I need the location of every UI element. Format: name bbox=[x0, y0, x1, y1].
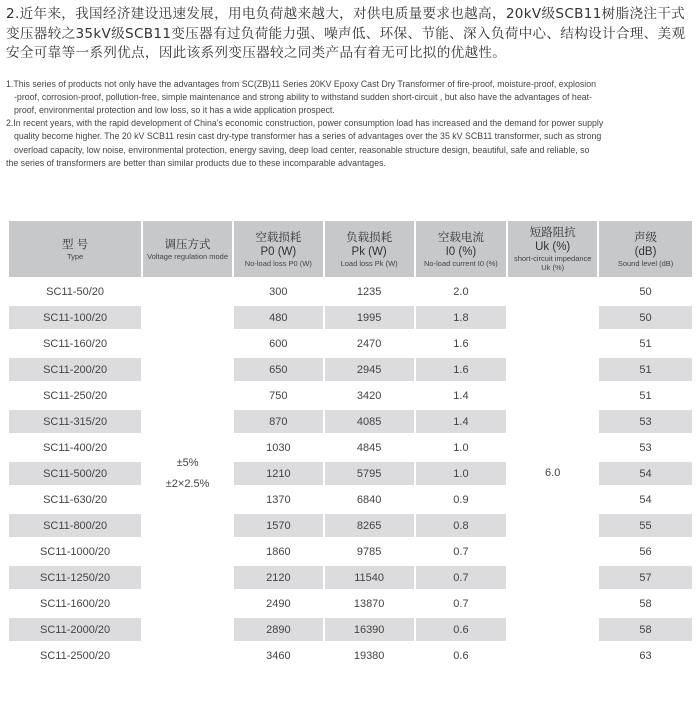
cell-type: SC11-1250/20 bbox=[9, 566, 141, 589]
note1-line1: 1.This series of products not only have the advantages from SC(ZB)11 Series 20KV Epoxy Cast Dry Transformer of fire-proof, moisture-proof, explosion bbox=[6, 78, 596, 89]
note2-line1: 2.In recent years, with the rapid development of China's economic construction, power consumption load has increased and the demand for power supply bbox=[6, 118, 604, 129]
note2-line4: the series of transformers are better than similar products due to these incomparable advantages. bbox=[6, 157, 386, 168]
cell-load-loss: 2945 bbox=[325, 358, 414, 381]
header-no-load-loss: 空载损耗 P0 (W) No-load loss P0 (W) bbox=[234, 221, 323, 277]
cell-load-loss: 2470 bbox=[325, 332, 414, 355]
cell-no-load-current: 0.7 bbox=[416, 540, 507, 563]
cell-load-loss: 1235 bbox=[325, 280, 414, 303]
note1-line3: proof, environmental protection and low loss, so it has a wide application prospect. bbox=[14, 104, 335, 115]
cell-no-load-current: 0.6 bbox=[416, 618, 507, 641]
cell-no-load-current: 1.0 bbox=[416, 462, 507, 485]
cell-no-load-current: 1.8 bbox=[416, 306, 507, 329]
cell-sound-level: 63 bbox=[599, 644, 692, 667]
cell-sound-level: 51 bbox=[599, 358, 692, 381]
voltage-regulation-line2: ±2×2.5% bbox=[165, 477, 210, 490]
cell-load-loss: 4085 bbox=[325, 410, 414, 433]
cell-load-loss: 6840 bbox=[325, 488, 414, 511]
cell-no-load-current: 1.6 bbox=[416, 332, 507, 355]
cell-impedance: 6.0 bbox=[508, 280, 597, 667]
cell-type: SC11-100/20 bbox=[9, 306, 141, 329]
cell-type: SC11-200/20 bbox=[9, 358, 141, 381]
cell-type: SC11-500/20 bbox=[9, 462, 141, 485]
cell-load-loss: 1995 bbox=[325, 306, 414, 329]
cell-no-load-loss: 1370 bbox=[234, 488, 323, 511]
cell-sound-level: 57 bbox=[599, 566, 692, 589]
header-type: 型 号 Type bbox=[9, 221, 141, 277]
cell-sound-level: 50 bbox=[599, 280, 692, 303]
cell-no-load-loss: 2890 bbox=[234, 618, 323, 641]
cell-sound-level: 55 bbox=[599, 514, 692, 537]
cell-type: SC11-2000/20 bbox=[9, 618, 141, 641]
cell-no-load-current: 0.6 bbox=[416, 644, 507, 667]
cell-type: SC11-800/20 bbox=[9, 514, 141, 537]
cell-voltage-regulation bbox=[143, 280, 232, 667]
cell-no-load-loss: 1570 bbox=[234, 514, 323, 537]
cell-type: SC11-630/20 bbox=[9, 488, 141, 511]
table-row bbox=[9, 280, 692, 303]
cell-sound-level: 51 bbox=[599, 384, 692, 407]
cell-type: SC11-1000/20 bbox=[9, 540, 141, 563]
cell-sound-level: 51 bbox=[599, 332, 692, 355]
cell-no-load-loss: 3460 bbox=[234, 644, 323, 667]
cell-no-load-current: 0.8 bbox=[416, 514, 507, 537]
cell-type: SC11-400/20 bbox=[9, 436, 141, 459]
cell-type: SC11-315/20 bbox=[9, 410, 141, 433]
cell-load-loss: 19380 bbox=[325, 644, 414, 667]
cell-load-loss: 13870 bbox=[325, 592, 414, 615]
cell-sound-level: 53 bbox=[599, 410, 692, 433]
cell-type: SC11-160/20 bbox=[9, 332, 141, 355]
cell-load-loss: 5795 bbox=[325, 462, 414, 485]
cell-no-load-loss: 870 bbox=[234, 410, 323, 433]
cell-no-load-loss: 2120 bbox=[234, 566, 323, 589]
cell-no-load-loss: 1860 bbox=[234, 540, 323, 563]
cell-no-load-current: 0.7 bbox=[416, 566, 507, 589]
cell-sound-level: 50 bbox=[599, 306, 692, 329]
cell-type: SC11-50/20 bbox=[9, 280, 141, 303]
cell-load-loss: 4845 bbox=[325, 436, 414, 459]
header-sound-level: 声级 (dB) Sound level (dB) bbox=[599, 221, 692, 277]
cell-load-loss: 3420 bbox=[325, 384, 414, 407]
cell-sound-level: 53 bbox=[599, 436, 692, 459]
english-notes bbox=[6, 78, 694, 170]
cell-sound-level: 56 bbox=[599, 540, 692, 563]
cell-no-load-current: 1.4 bbox=[416, 384, 507, 407]
table-header-row bbox=[9, 221, 692, 277]
cell-sound-level: 54 bbox=[599, 488, 692, 511]
cell-type: SC11-250/20 bbox=[9, 384, 141, 407]
cell-sound-level: 58 bbox=[599, 592, 692, 615]
cell-no-load-loss: 480 bbox=[234, 306, 323, 329]
cell-sound-level: 58 bbox=[599, 618, 692, 641]
cell-load-loss: 11540 bbox=[325, 566, 414, 589]
cell-no-load-loss: 600 bbox=[234, 332, 323, 355]
cell-no-load-loss: 1030 bbox=[234, 436, 323, 459]
note1-line2: -proof, corrosion-proof, pollution-free, simple maintenance and strong ability to withstand sudden short-circuit , but also have the advantages of heat- bbox=[14, 91, 592, 102]
intro-paragraph-cn: 2.近年来，我国经济建设迅速发展，用电负荷越来越大，对供电质量要求也越高，20kV级SCB11树脂浇注干式变压器较之35kV级SCB11变压器有过负荷能力强、噪声低、环保、节能、深入负荷中心、结构设计合理、美观安全可靠等一系列优点，因此该系列变压器较之同类产品有着无可比拟的优越性。 bbox=[6, 6, 686, 61]
cell-no-load-current: 2.0 bbox=[416, 280, 507, 303]
header-voltage-regulation: 调压方式 Voltage regulation mode bbox=[143, 221, 232, 277]
cell-load-loss: 16390 bbox=[325, 618, 414, 641]
header-impedance: 短路阻抗 Uk (%) short-circuit impedance Uk (%) bbox=[508, 221, 597, 277]
cell-no-load-current: 0.9 bbox=[416, 488, 507, 511]
cell-load-loss: 8265 bbox=[325, 514, 414, 537]
cell-no-load-loss: 300 bbox=[234, 280, 323, 303]
note2-line2: quality become higher. The 20 kV SCB11 resin cast dry-type transformer has a series of advantages over the 35 kV SCB11 transformer, such as strong bbox=[14, 131, 602, 142]
cell-no-load-current: 1.0 bbox=[416, 436, 507, 459]
cell-sound-level: 54 bbox=[599, 462, 692, 485]
cell-load-loss: 9785 bbox=[325, 540, 414, 563]
spec-table bbox=[7, 218, 694, 670]
cell-no-load-current: 1.6 bbox=[416, 358, 507, 381]
cell-no-load-loss: 2490 bbox=[234, 592, 323, 615]
cell-no-load-loss: 650 bbox=[234, 358, 323, 381]
cell-no-load-current: 1.4 bbox=[416, 410, 507, 433]
header-no-load-current: 空载电流 I0 (%) No-load current I0 (%) bbox=[416, 221, 507, 277]
note2-line3: overload capacity, low noise, environmental protection, energy saving, deep load center, reasonable structure design, beautiful, safe and reliable, so bbox=[14, 144, 590, 155]
voltage-regulation-line1: ±5% bbox=[176, 456, 199, 469]
cell-no-load-loss: 750 bbox=[234, 384, 323, 407]
cell-no-load-loss: 1210 bbox=[234, 462, 323, 485]
cell-type: SC11-1600/20 bbox=[9, 592, 141, 615]
cell-type: SC11-2500/20 bbox=[9, 644, 141, 667]
table-body bbox=[9, 280, 692, 667]
header-load-loss: 负载损耗 Pk (W) Load loss Pk (W) bbox=[325, 221, 414, 277]
cell-no-load-current: 0.7 bbox=[416, 592, 507, 615]
